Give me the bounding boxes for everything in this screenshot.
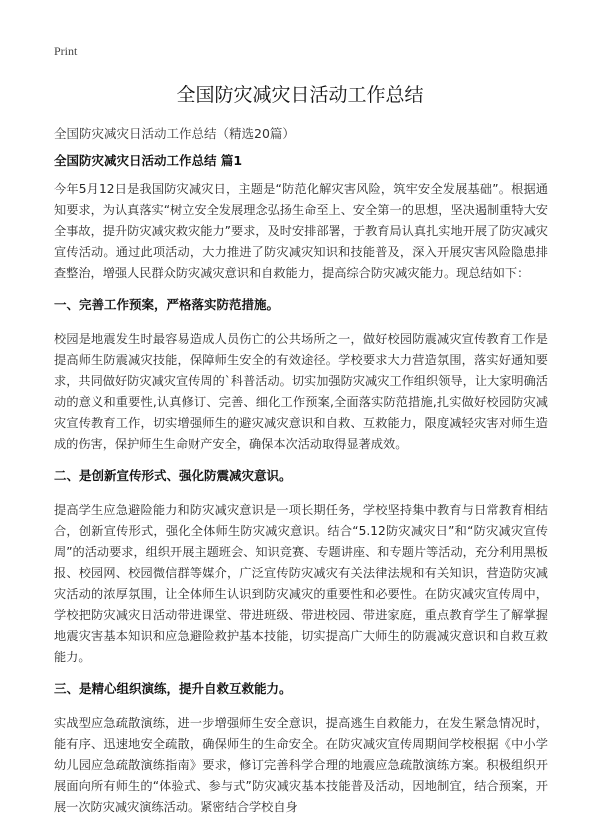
document-title: 全国防灾减灾日活动工作总结 xyxy=(176,84,424,106)
document-body xyxy=(54,179,548,828)
intro-paragraph: 今年5月12日是我国防灾减灾日，主题是“防范化解灾害风险，筑牢安全发展基础”。根据通知要求，为认真落实“树立安全发展理念弘扬生命至上、安全第一的思想，坚决遏制重特大安全事故，提升防灾减灾救灾能力”要求，及时安排部署，于教育局认真扎实地开展了防灾减灾宣传活动。通过此项活动，大力推进了防灾减灾知识和技能普及，深入开展灾害风险隐患排查整治，增强人民群众防灾减灾意识和自救能力，提高综合防灾减灾能力。现总结如下： xyxy=(54,182,548,280)
section-heading-2: 二、是创新宣传形式、强化防震减灾意识。 xyxy=(54,468,292,483)
section-heading-1: 一、完善工作预案，严格落实防范措施。 xyxy=(54,297,280,312)
article-title: 全国防灾减灾日活动工作总结 篇1 xyxy=(54,153,243,168)
document-subtitle: 全国防灾减灾日活动工作总结（精选20篇） xyxy=(54,126,295,141)
section-heading-3: 三、是精心组织演练，提升自救互救能力。 xyxy=(54,681,292,696)
section-body-2: 提高学生应急避险能力和防灾减灾意识是一项长期任务，学校坚持集中教育与日常教育相结合，创新宣传形式，强化全体师生防灾减灾意识。结合“5.12防灾减灾日”和“防灾减灾宣传周”的活动要求，组织开展主题班会、知识竞赛、专题讲座、和专题片等活动，充分利用黑板报、校园网、校园微信群等媒介，广泛宣传防灾减灾有关法律法规和有关知识，营造防灾减灾活动的浓厚氛围，让全体师生认识到防灾减灾的重要性和必要性。在防灾减灾宣传周中，学校把防灾减灾日活动带进课堂、带进班级、带进校园、带进家庭，重点教育学生了解掌握地震灾害基本知识和应急避险救护基本技能，切实提高广大师生的防震减灾意识和自救互救能力。 xyxy=(54,503,548,664)
print-label[interactable]: Print xyxy=(54,44,78,58)
section-body-1: 校园是地震发生时最容易造成人员伤亡的公共场所之一，做好校园防震减灾宣传教育工作是提高师生防震减灾技能，保障师生安全的有效途径。学校要求大力营造氛围，落实好通知要求，共同做好防灾减灾宣传周的`科普活动。切实加强防灾减灾工作组织领导，让大家明确活动的意义和重要性,认真修订、完善、细化工作预案,全面落实防范措施,扎实做好校园防灾减灾宣传教育工作，切实增强师生的避灾减灾意识和自救、互救能力，限度减轻灾害对师生造成的伤害，保护师生生命财产安全，确保本次活动取得显著成效。 xyxy=(54,332,548,451)
section-body-3: 实战型应急疏散演练，进一步增强师生安全意识，提高逃生自救能力，在发生紧急情况时，能有序、迅速地安全疏散，确保师生的生命安全。在防灾减灾宣传周期间学校根据《中小学幼儿园应急疏散演练指南》要求，修订完善科学合理的地震应急疏散演练方案。积极组织开展面向所有师生的“体验式、参与式”防灾减灾基本技能普及活动，因地制宜，结合预案，开展一次防灾减灾演练活动。紧密结合学校自身 xyxy=(54,716,548,814)
